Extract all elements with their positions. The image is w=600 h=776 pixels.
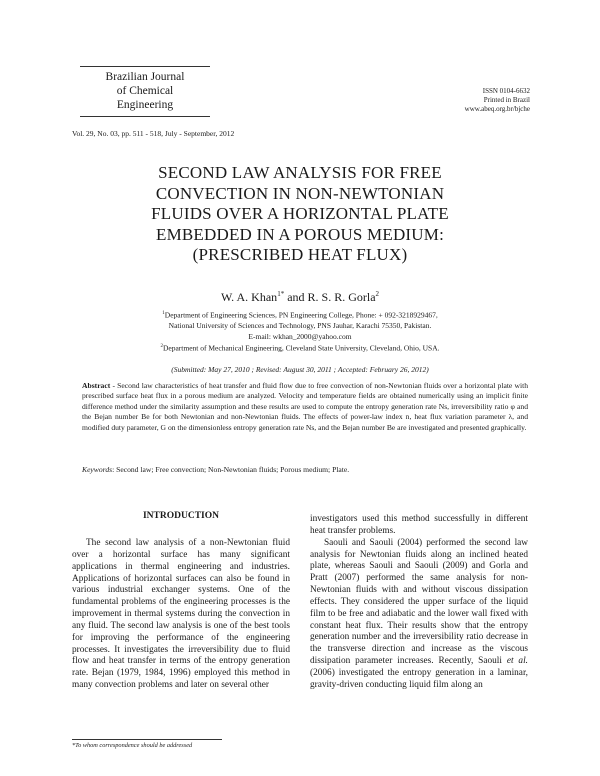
journal-line-1: Brazilian Journal — [105, 71, 185, 83]
paper-title — [80, 163, 520, 266]
abstract-text: - Second law characteristics of heat transfer and fluid flow due to free convection of non-Newtonian fluids over a horizontal plate with prescribed surface heat flux in a porous medium are analyzed. Velocity and temperature fields are obtained numerically using an implicit finite difference method under the similarity assumption and these results are used to compute the entropy generation rate Ns, irreversibility ratio φ and the Bejan number Be for both Newtonian and non-Newtonian fluids. The effects of power-law index n, heat flux variation parameter λ, and modified duty parameter, G on the dimensionless entropy generation rate Ns, and the Bejan number Be are investigated and presented graphically. — [82, 381, 528, 432]
keywords — [82, 465, 528, 475]
keywords-label: Keywords — [82, 465, 113, 474]
journal-name — [90, 70, 200, 112]
footnote-rule — [72, 739, 222, 740]
author-1-sup: 1* — [277, 290, 285, 298]
affiliations — [80, 309, 520, 354]
footnote: *To whom correspondence should be addressed — [72, 742, 193, 749]
journal-rule-bottom — [80, 116, 210, 117]
journal-line-2: of Chemical — [116, 85, 174, 97]
journal-url[interactable]: www.abeq.org.br/bjche — [464, 105, 530, 113]
title-line-5: (PRESCRIBED HEAT FLUX) — [192, 245, 408, 264]
intro-paragraph-1-cont: investigators used this method successfully in different heat transfer problems. — [310, 514, 528, 536]
affil-2-sup: 2 — [160, 344, 163, 349]
column-left — [72, 538, 290, 692]
journal-line-3: Engineering — [116, 99, 174, 111]
intro-paragraph-1: The second law analysis of a non-Newtonian fluid over a horizontal surface has many significant applications in thermal engineering and industries. Applications of horizontal surfaces can also be found in various industrial exchanger systems. One of the fundamental problems of the engineering processes is the improvement in thermal systems during the convection in any fluid. The second law analysis is one of the best tools for improving the performance of the engineering processes. It investigates the irreversibility due to fluid flow and heat transfer in terms of the entropy generation rate. Bejan (1979, 1984, 1996) employed this method in many convection problems and later on several other — [72, 538, 290, 691]
intro-paragraph-2-etal: et al. — [506, 656, 528, 667]
author-and: and — [284, 290, 308, 304]
title-line-3: FLUIDS OVER A HORIZONTAL PLATE — [151, 204, 449, 223]
title-line-2: CONVECTION IN NON-NEWTONIAN — [155, 183, 445, 203]
intro-heading: INTRODUCTION — [142, 511, 219, 521]
intro-paragraph-2 — [310, 538, 528, 692]
affil-2-line-1: Department of Mechanical Engineering, Cleveland State University, Cleveland, Ohio, USA. — [162, 343, 440, 353]
intro-paragraph-2-a: Saouli and Saouli (2004) performed the second law analysis for Newtonian fluids along an inclined heated plate, whereas Saouli and Saouli (2009) and Gorla and Pratt (2007) performed the same analysis for non-Newtonian fluids with and without viscous dissipation effects. They considered the upper surface of the liquid film to be free and adiabatic and the lower wall fixed with constant heat flux. Their results show that the entropy generation number and the irreversibility ratio decrease in the transverse direction and increase as the viscous dissipation parameter increases. Recently, Saouli — [310, 537, 528, 667]
issn: ISSN 0104-6632 — [482, 87, 530, 95]
title-line-4: EMBEDDED IN A POROUS MEDIUM: — [155, 224, 444, 244]
citation: Vol. 29, No. 03, pp. 511 - 518, July - September, 2012 — [72, 129, 235, 138]
affil-1-email[interactable]: E-mail: wkhan_2000@yahoo.com — [248, 331, 352, 341]
affil-1-line-1: Department of Engineering Sciences, PN Engineering College, Phone: + 092-3218929467, — [164, 310, 438, 320]
author-2: R. S. R. Gorla — [307, 290, 376, 304]
journal-rule-top — [80, 66, 210, 67]
authors — [80, 290, 520, 305]
keywords-text: : Second law; Free convection; Non-Newtonian fluids; Porous medium; Plate. — [112, 465, 350, 474]
author-2-sup: 2 — [375, 290, 380, 298]
author-1: W. A. Khan — [220, 290, 278, 304]
abstract-label: Abstract — [82, 381, 111, 390]
title-line-1: SECOND LAW ANALYSIS FOR FREE — [158, 163, 442, 182]
submission-dates: (Submitted: May 27, 2010 ; Revised: August 30, 2011 ; Accepted: February 26, 2012) — [171, 365, 429, 374]
issn-block — [465, 87, 530, 114]
affil-1-sup: 1 — [162, 311, 165, 316]
affil-1-line-2: National University of Sciences and Technology, PNS Jauhar, Karachi 75350, Pakistan. — [168, 321, 432, 330]
intro-paragraph-2-b: (2006) investigated the entropy generation in a laminar, gravity-driven conducting liquid film along an — [310, 667, 528, 690]
abstract — [82, 381, 528, 433]
printed-in: Printed in Brazil — [483, 96, 530, 104]
column-right — [310, 514, 528, 692]
